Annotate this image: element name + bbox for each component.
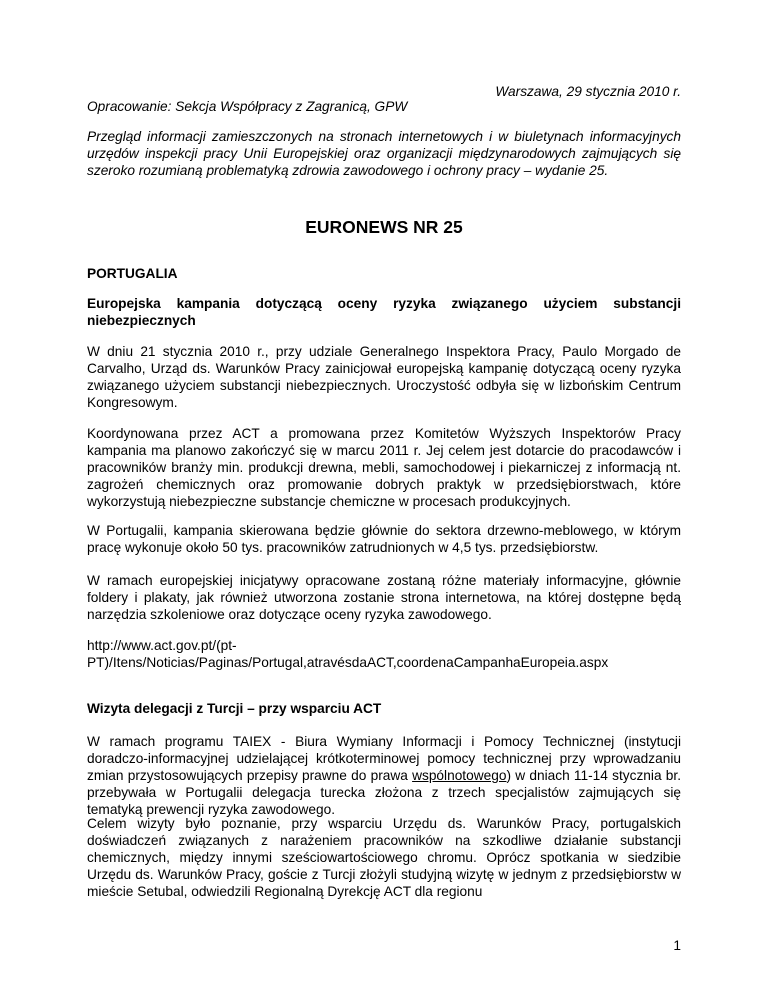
paragraph: W ramach europejskiej inicjatywy opracowane zostaną różne materiały informacyjne, głównie foldery i plakaty, jak również utworzona zostanie strona internetowa, na której dostępne będą narzędzia szkoleniowe oraz dotyczące oceny ryzyka zawodowego. [87,573,681,622]
page-title: EURONEWS NR 25 [305,217,463,237]
paragraph: W Portugalii, kampania skierowana będzie głównie do sektora drzewno-meblowego, w którym pracę wykonuje około 50 tys. pracowników zatrudnionych w 4,5 tys. przedsiębiorstw. [87,523,681,555]
prepared-by: Opracowanie: Sekcja Współpracy z Zagranicą, GPW [87,99,408,114]
source-link[interactable] [87,637,681,671]
page-number: 1 [673,938,681,953]
intro-paragraph: Przegląd informacji zamieszczonych na stronach internetowych i w biuletynach informacyjnych urzędów inspekcji pracy Unii Europejskiej oraz organizacji międzynarodowych zajmujących się szeroko rozumianą problematyką zdrowia zawodowego i ochrony pracy – wydanie 25. [87,129,681,178]
section-heading: PORTUGALIA [87,266,178,281]
source-link-line-1[interactable]: http://www.act.gov.pt/(pt- [87,638,237,653]
article-heading: Wizyta delegacji z Turcji – przy wsparciu ACT [87,701,382,716]
source-link-line-2[interactable]: PT)/Itens/Noticias/Paginas/Portugal,atravésdaACT,coordenaCampanhaEuropeia.aspx [87,655,609,670]
paragraph: W dniu 21 stycznia 2010 r., przy udziale Generalnego Inspektora Pracy, Paulo Morgado de Carvalho, Urząd ds. Warunków Pracy zainicjował europejską kampanię dotyczącą oceny ryzyka związanego użyciem substancji niebezpiecznych. Uroczystość odbyła się w lizbońskim Centrum Kongresowym. [87,344,681,410]
paragraph: Celem wizyty było poznanie, przy wsparciu Urzędu ds. Warunków Pracy, portugalskich doświadczeń związanych z narażeniem pracowników na szkodliwe działanie substancji chemicznych, między innymi sześciowartościowego chromu. Oprócz spotkania w siedzibie Urzędu ds. Warunków Pracy, goście z Turcji złożyli studyjną wizytę w jednym z przedsiębiorstw w mieście Setubal, odwiedzili Regionalną Dyrekcję ACT dla regionu [87,816,681,899]
paragraph-text: ) w dniach 11-14 stycznia br. przebywała w Portugalii delegacja turecka złożona z trzech specjalistów zajmujących się tematyką prewencji ryzyka zawodowego. [87,768,681,817]
paragraph [87,733,681,818]
document-date: Warszawa, 29 stycznia 2010 r. [495,84,681,99]
paragraph: Koordynowana przez ACT a promowana przez Komitetów Wyższych Inspektorów Pracy kampania ma planowo zakończyć się w marcu 2011 r. Jej celem jest dotarcie do pracodawców i pracowników branży min. produkcji drewna, mebli, samochodowej i piekarniczej z informacją nt. zagrożeń chemicznych oraz promowanie dobrych praktyk w przedsiębiorstwach, które wykorzystują niebezpieczne substancje chemiczne w procesach produkcyjnych. [87,426,681,509]
underlined-term: wspólnotowego [412,768,507,783]
article-heading: Europejska kampania dotyczącą oceny ryzyka związanego użyciem substancji niebezpiecznych [87,296,681,328]
paragraph-text: W ramach programu TAIEX - Biura Wymiany Informacji i Pomocy Technicznej (instytucji doradczo-informacyjnej udzielającej krótkoterminowej pomocy technicznej przy wprowadzaniu zmian przystosowujących przepisy prawne do prawa [87,734,681,783]
